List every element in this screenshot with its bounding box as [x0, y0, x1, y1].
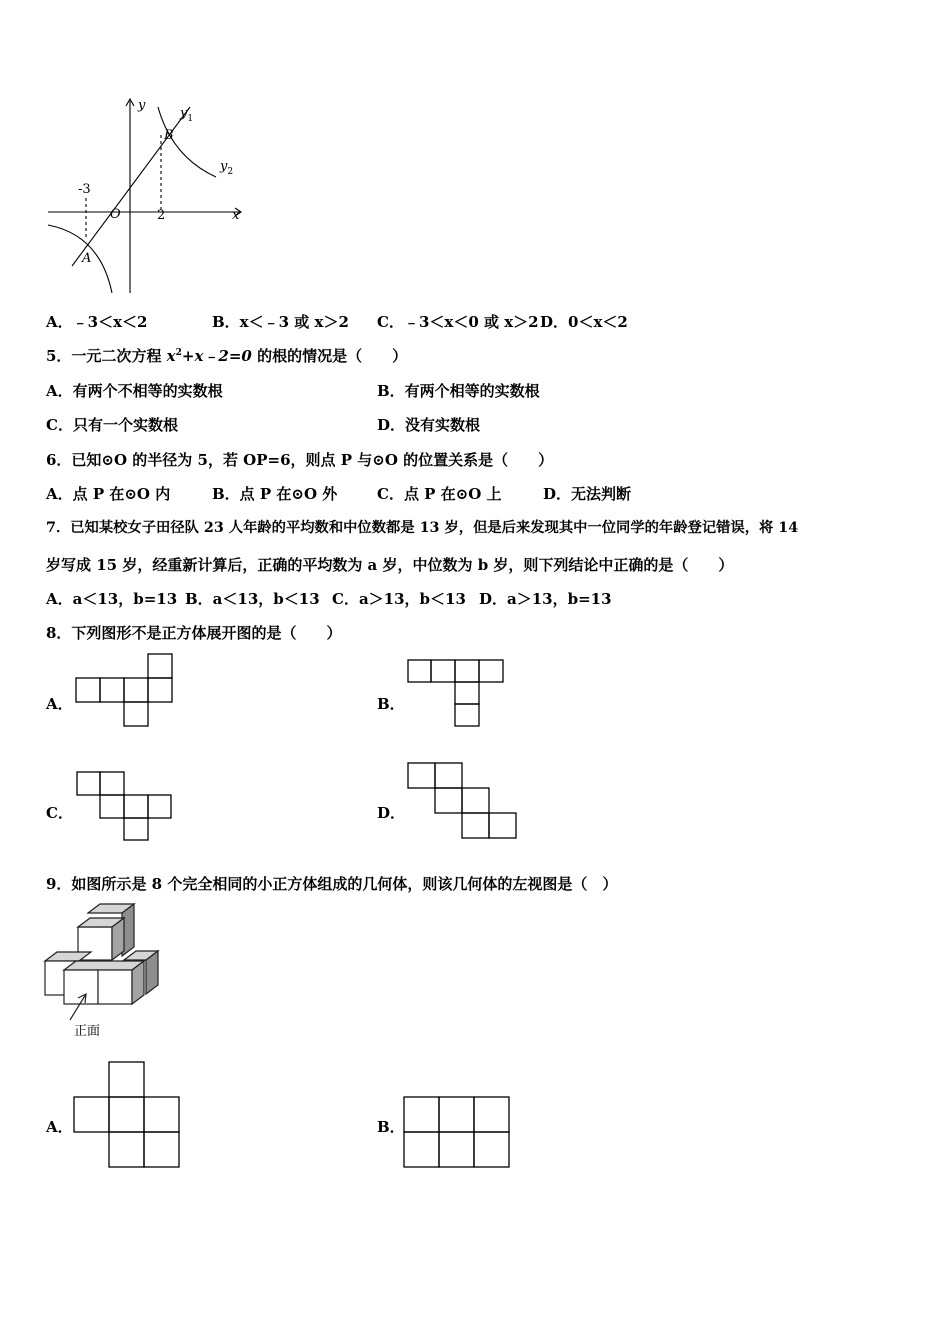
q8-stem: 8．下列图形不是正方体展开图的是（ ）	[46, 624, 342, 642]
q8-label-c[interactable]: C．	[46, 804, 73, 822]
y2-label: $y_2$	[220, 159, 234, 177]
q5-eq-sup: 2	[175, 348, 182, 358]
q5-eq-x: x	[166, 347, 176, 365]
q8-net-b[interactable]	[407, 659, 507, 727]
q5-stem-prefix: 5．一元二次方程	[46, 347, 167, 365]
q8-label-d[interactable]: D．	[377, 804, 406, 822]
tick-2: 2	[157, 208, 166, 223]
q7-stem-line1: 7．已知某校女子田径队 23 人年龄的平均数和中位数都是 13 岁，但是后来发现其中一位同学的年龄登记错误，将 14	[46, 520, 799, 536]
q9-cube-solid	[44, 903, 162, 1039]
q5-eq-rest: +x﹣2=0	[181, 347, 252, 365]
function-graph	[40, 95, 260, 300]
q9-stem: 9．如图所示是 8 个完全相同的小正方体组成的几何体，则该几何体的左视图是（ ）	[46, 875, 618, 893]
q7-option-b[interactable]: B．a＜13，b＜13	[185, 590, 320, 608]
tick-neg3: -3	[78, 182, 91, 197]
origin-label: O	[110, 207, 121, 222]
q6-stem: 6．已知⊙O 的半径为 5，若 OP=6，则点 P 与⊙O 的位置关系是（ ）	[46, 451, 554, 469]
point-b-label: B	[164, 128, 174, 143]
q5-option-b[interactable]: B．有两个相等的实数根	[377, 382, 540, 400]
q7-option-c[interactable]: C．a＞13，b＜13	[332, 590, 466, 608]
q7-option-d[interactable]: D．a＞13，b=13	[479, 590, 612, 608]
q5-option-c[interactable]: C．只有一个实数根	[46, 416, 178, 434]
q8-net-a[interactable]	[76, 653, 176, 727]
q6-option-c[interactable]: C．点 P 在⊙O 上	[377, 485, 502, 503]
x-axis-label: x	[232, 208, 240, 223]
q6-option-b[interactable]: B．点 P 在⊙O 外	[212, 485, 338, 503]
q5-option-d[interactable]: D．没有实数根	[377, 416, 481, 434]
point-a-label: A	[82, 251, 92, 266]
q7-option-a[interactable]: A．a＜13，b=13	[46, 590, 178, 608]
q9-view-b[interactable]	[403, 1096, 515, 1172]
q8-net-d[interactable]	[407, 762, 522, 842]
q9-label-b[interactable]: B．	[377, 1118, 405, 1136]
q4-option-d[interactable]: D．0＜x＜2	[540, 313, 628, 331]
q8-label-b[interactable]: B．	[377, 695, 405, 713]
q5-stem	[46, 345, 407, 366]
q8-label-a[interactable]: A．	[46, 695, 73, 713]
q8-net-c[interactable]	[76, 771, 176, 841]
q4-option-a[interactable]: A．﹣3＜x＜2	[46, 313, 148, 331]
q4-option-b[interactable]: B．x＜﹣3 或 x＞2	[212, 313, 349, 331]
q5-option-a[interactable]: A．有两个不相等的实数根	[46, 382, 223, 400]
q7-stem-line2: 岁写成 15 岁，经重新计算后，正确的平均数为 a 岁，中位数为 b 岁，则下列结论中正确的是（ ）	[46, 556, 734, 574]
y-axis-label: y	[138, 98, 146, 113]
q5-stem-suffix: 的根的情况是（ ）	[251, 347, 408, 365]
q9-front-label: 正面	[74, 1024, 101, 1039]
q4-option-c[interactable]: C．﹣3＜x＜0 或 x＞2	[377, 313, 539, 331]
q6-option-a[interactable]: A．点 P 在⊙O 内	[46, 485, 171, 503]
q6-option-d[interactable]: D．无法判断	[543, 485, 632, 503]
y1-label: $y_1$	[180, 106, 194, 124]
q9-view-a[interactable]	[73, 1061, 185, 1173]
q9-label-a[interactable]: A．	[46, 1118, 73, 1136]
